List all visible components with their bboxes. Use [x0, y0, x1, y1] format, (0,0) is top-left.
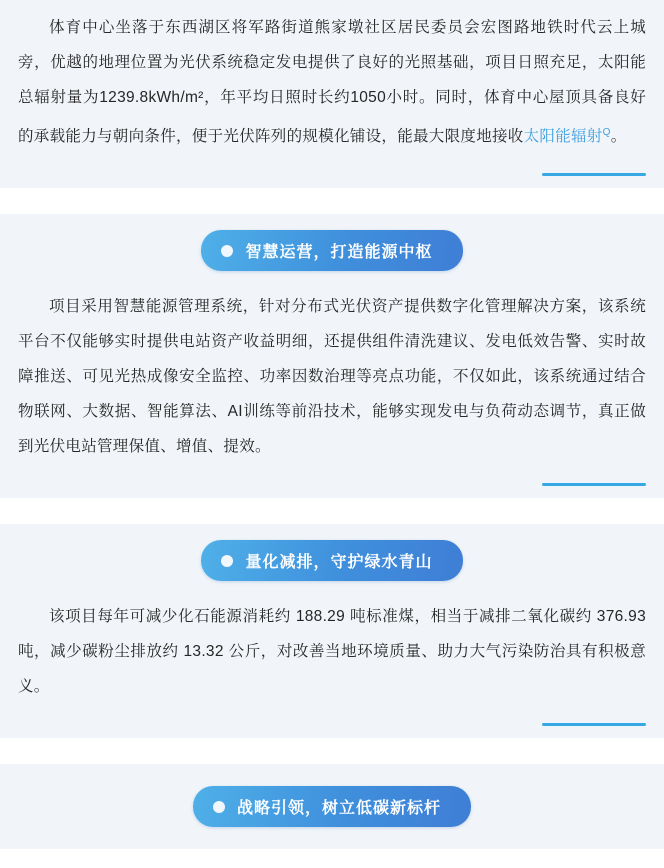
accent-bar — [542, 483, 646, 486]
intro-paragraph-text: 体育中心坐落于东西湖区将军路街道熊家墩社区居民委员会宏图路地铁时代云上城旁，优越的地理位置为光伏系统稳定发电提供了良好的光照基础，项目日照充足，太阳能总辐射量为1239.8kWh/m²，年平均日照时长约1050小时。同时，体育中心屋顶具备良好的承载能力与朝向条件，便于光伏阵列的规模化铺设，能最大限度地接收 — [18, 19, 646, 146]
accent-bar — [542, 173, 646, 176]
intro-paragraph-superscript: Q — [602, 127, 611, 138]
heading-strategy-label: 战略引领，树立低碳新标杆 — [236, 800, 441, 818]
smart-operation-body — [0, 275, 664, 498]
bullet-dot-icon — [221, 555, 233, 567]
carbon-reduction-paragraph — [0, 599, 664, 704]
heading-smart-operation-wrap — [0, 214, 664, 275]
heading-strategy — [193, 786, 471, 827]
smart-operation-paragraph — [0, 289, 664, 464]
heading-smart-operation-label: 智慧运营，打造能源中枢 — [245, 244, 433, 262]
intro-paragraph-highlight: 太阳能辐射 — [523, 128, 603, 146]
bullet-dot-icon — [213, 801, 225, 813]
heading-strategy-wrap — [0, 764, 664, 849]
section-gap-1 — [0, 188, 664, 214]
accent-bar — [542, 723, 646, 726]
heading-carbon-reduction-wrap — [0, 524, 664, 585]
intro-paragraph-text-after: 。 — [610, 128, 627, 146]
strategy-section — [0, 764, 664, 849]
smart-operation-paragraph-text: 项目采用智慧能源管理系统，针对分布式光伏资产提供数字化管理解决方案，该系统平台不仅能够实时提供电站资产收益明细，还提供组件清洗建议、发电低效告警、实时故障推送、可见光热成像安全监控、功率因数治理等亮点功能，不仅如此，该系统通过结合物联网、大数据、智能算法、AI训练等前沿技术，能够实现发电与负荷动态调节，真正做到光伏电站管理保值、增值、提效。 — [18, 298, 646, 456]
section-gap-3 — [0, 738, 664, 764]
bullet-dot-icon — [221, 245, 233, 257]
carbon-reduction-section — [0, 524, 664, 738]
heading-smart-operation — [201, 230, 462, 271]
smart-operation-section — [0, 214, 664, 498]
heading-carbon-reduction — [201, 540, 462, 581]
intro-paragraph — [0, 10, 664, 154]
heading-carbon-reduction-label: 量化减排，守护绿水青山 — [245, 554, 433, 572]
carbon-reduction-paragraph-text: 该项目每年可减少化石能源消耗约 188.29 吨标准煤，相当于减排二氧化碳约 376.93 吨，减少碳粉尘排放约 13.32 公斤，对改善当地环境质量、助力大气污染防治具有积极意义。 — [18, 608, 646, 696]
carbon-reduction-body — [0, 585, 664, 738]
section-gap-2 — [0, 498, 664, 524]
intro-section — [0, 0, 664, 188]
